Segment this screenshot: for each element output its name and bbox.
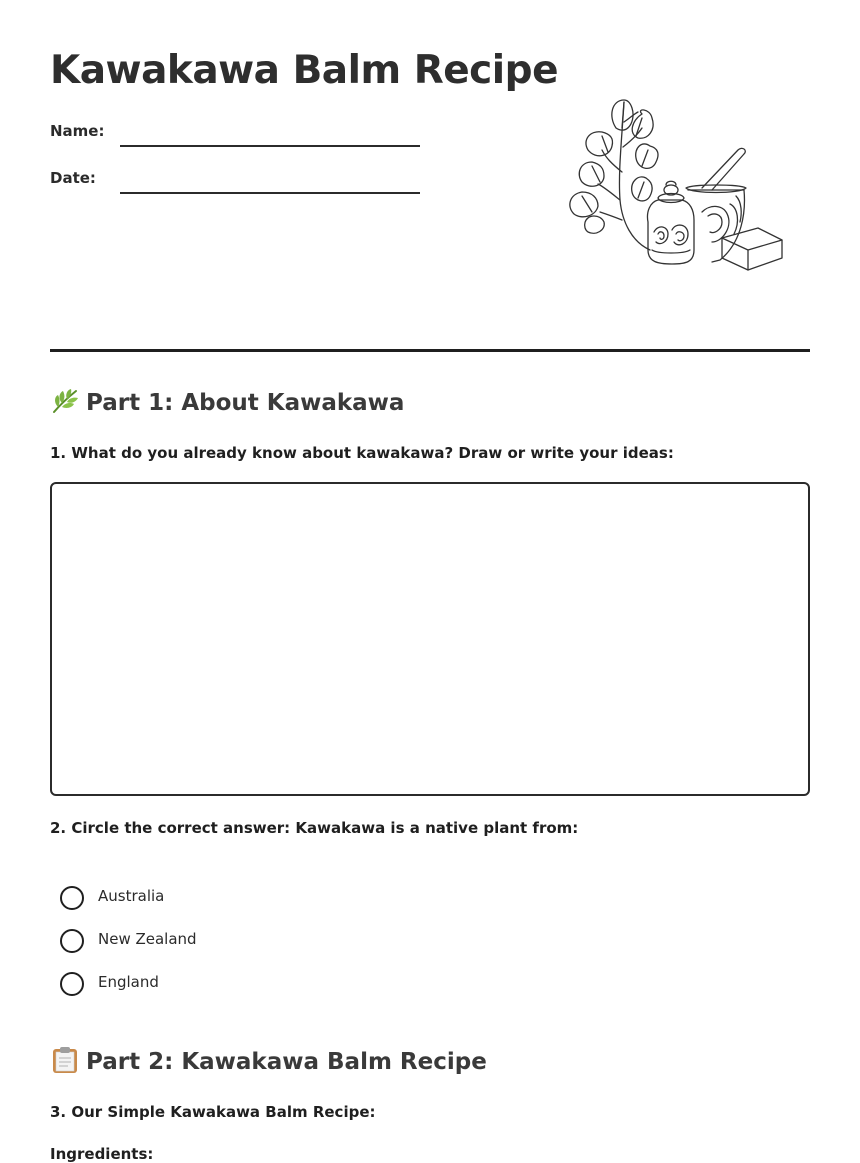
worksheet-title: Kawakawa Balm Recipe [50,48,559,93]
option-label: New Zealand [98,930,197,948]
date-field[interactable] [50,169,420,199]
date-line[interactable] [120,191,420,194]
ingredients-label: Ingredients: [50,1145,154,1163]
option-label: England [98,973,159,991]
part1-heading-text: Part 1: About Kawakawa [86,390,405,416]
kawakawa-illustration [562,92,788,274]
name-line[interactable] [120,144,420,147]
herb-leaf-icon [50,387,80,415]
option-label: Australia [98,887,165,905]
question-2: 2. Circle the correct answer: Kawakawa is a native plant from: [50,819,579,837]
part1-heading [50,387,404,416]
draw-write-answer-box[interactable] [50,482,810,796]
clipboard-icon [50,1046,80,1074]
name-label: Name: [50,122,105,140]
name-field[interactable] [50,122,420,152]
radio-circle[interactable] [60,972,84,996]
question-1: 1. What do you already know about kawakawa? Draw or write your ideas: [50,444,674,462]
part2-heading-text: Part 2: Kawakawa Balm Recipe [86,1049,487,1075]
radio-circle[interactable] [60,886,84,910]
date-label: Date: [50,169,96,187]
section-divider [50,349,810,352]
part2-heading [50,1046,487,1075]
radio-circle[interactable] [60,929,84,953]
question-3: 3. Our Simple Kawakawa Balm Recipe: [50,1103,376,1121]
